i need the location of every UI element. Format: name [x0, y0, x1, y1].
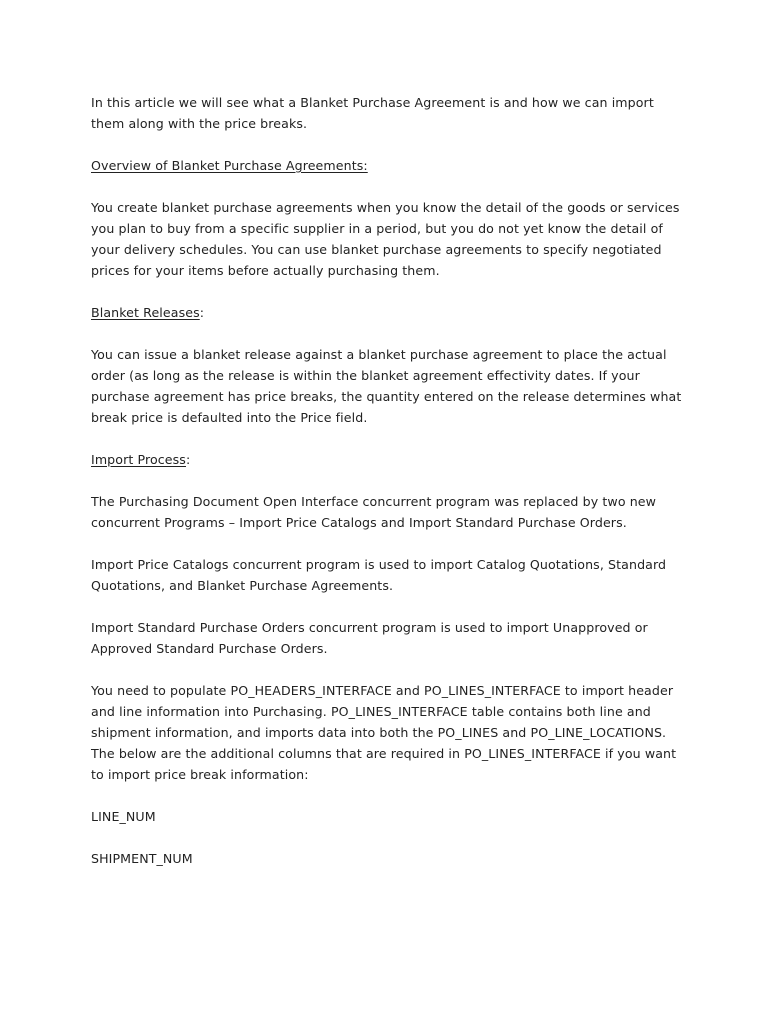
import-paragraph-1: The Purchasing Document Open Interface concurrent program was replaced by two new concurrent Programs – Import Price Catalogs and Import Standard Purchase Orders. [91, 494, 657, 530]
overview-paragraph: You create blanket purchase agreements when you know the detail of the goods or services you plan to buy from a specific supplier in a period, but you do not yet know the detail of your delivery schedules. You can use blanket purchase agreements to specify negotiated prices for your items before actually purchasing them. [91, 200, 680, 278]
releases-paragraph: You can issue a blanket release against a blanket purchase agreement to place the actual order (as long as the release is within the blanket agreement effectivity dates. If your purchase agreement has price breaks, the quantity entered on the release determines what break price is defaulted into the Price field. [91, 347, 682, 425]
intro-paragraph: In this article we will see what a Blanket Purchase Agreement is and how we can import them along with the price breaks. [91, 95, 654, 131]
import-paragraph-3: Import Standard Purchase Orders concurrent program is used to import Unapproved or Approved Standard Purchase Orders. [91, 620, 648, 656]
import-heading: Import Process [91, 452, 186, 467]
column-shipment-num: SHIPMENT_NUM [91, 851, 193, 866]
import-paragraph-2: Import Price Catalogs concurrent program is used to import Catalog Quotations, Standard Quotations, and Blanket Purchase Agreements. [91, 557, 667, 593]
releases-heading-line [91, 302, 691, 323]
releases-heading-colon: : [199, 305, 205, 320]
import-heading-line [91, 449, 691, 470]
import-heading-colon: : [185, 452, 191, 467]
overview-heading: Overview of Blanket Purchase Agreements: [91, 158, 368, 173]
column-line-num: LINE_NUM [91, 809, 156, 824]
releases-heading: Blanket Releases [91, 305, 200, 320]
import-paragraph-4: You need to populate PO_HEADERS_INTERFACE and PO_LINES_INTERFACE to import header and line information into Purchasing. PO_LINES_INTERFACE table contains both line and shipment information, and imports data into both the PO_LINES and PO_LINE_LOCATIONS. The below are the additional columns that are required in PO_LINES_INTERFACE if you want to import price break information: [91, 683, 677, 782]
document-body [91, 92, 691, 890]
